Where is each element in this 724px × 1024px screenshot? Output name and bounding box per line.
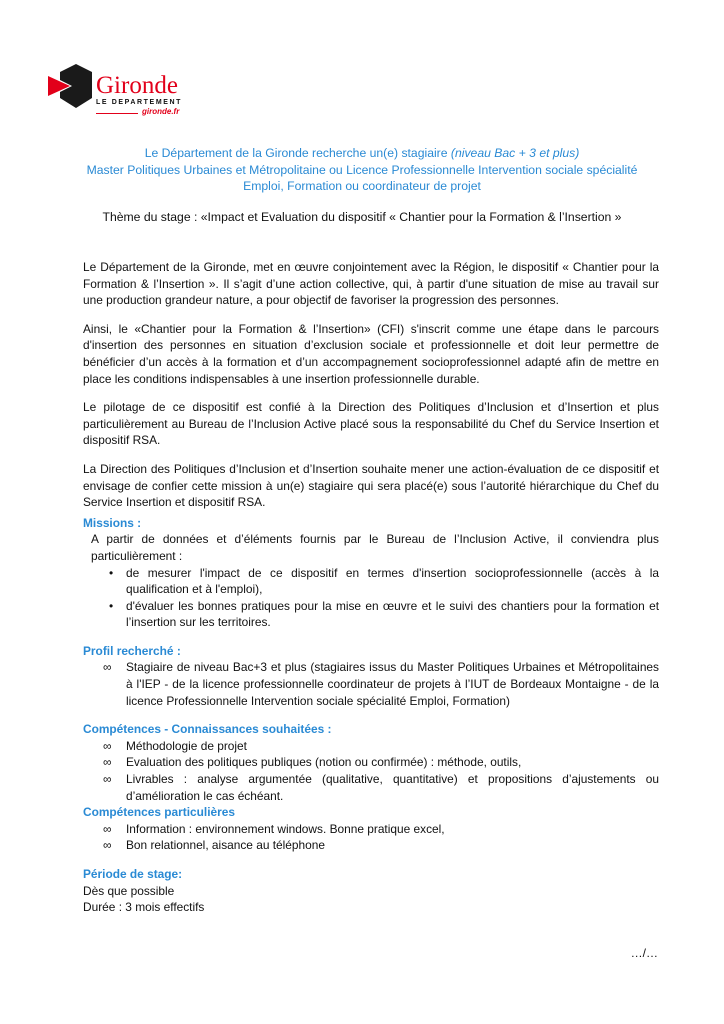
infinity-bullet-icon: ∞ (103, 660, 112, 675)
item-text: d'évaluer les bonnes pratiques pour la mise en œuvre et le suivi des chantiers pour la formation et l’insertion sur les territoires. (126, 598, 659, 630)
header-line3: Emploi, Formation ou coordinateur de projet (243, 179, 481, 193)
list-item (83, 837, 659, 854)
infinity-bullet-icon: ∞ (103, 821, 112, 836)
list-item (83, 598, 659, 631)
body (83, 259, 659, 916)
header-level: (niveau Bac + 3 et plus) (450, 146, 580, 160)
infinity-bullet-icon: ∞ (103, 738, 112, 753)
logo-name: Gironde (96, 72, 178, 99)
bullet-icon: • (109, 565, 114, 580)
gironde-logo (46, 62, 191, 120)
profil-heading: Profil recherché : (83, 643, 181, 658)
item-text: de mesurer l'impact de ce dispositif en termes d'insertion socioprofessionnelle (accès à la qualification et à l'emploi), (126, 565, 659, 597)
periode-duration: Durée : 3 mois effectifs (83, 900, 205, 915)
missions-heading: Missions : (83, 515, 142, 530)
paragraph: La Direction des Politiques d’Inclusion et d’Insertion souhaite mener une action-évaluation de ce dispositif et envisage de confier cette mission à un(e) stagiaire qui sera placé(e) sous l’autorité hiérarchique du Chef du Service Insertion et dispositif RSA. (83, 461, 659, 510)
infinity-bullet-icon: ∞ (103, 755, 112, 770)
particulieres-list (83, 821, 659, 854)
item-text: Evaluation des politiques publiques (notion ou confirmée) : méthode, outils, (126, 755, 522, 770)
continuation-mark: …/… (630, 946, 658, 960)
theme: Thème du stage : «Impact et Evaluation du dispositif « Chantier pour la Formation & l’Insertion » (102, 210, 622, 224)
logo-sub: LE DEPARTEMENT (96, 99, 183, 106)
header-line2: Master Politiques Urbaines et Métropolitaine ou Licence Professionnelle Intervention sociale spécialité (86, 162, 638, 177)
periode-heading: Période de stage: (83, 867, 183, 881)
logo-url: gironde.fr (142, 107, 180, 116)
list-item (83, 659, 659, 709)
missions-intro: A partir de données et d’éléments fournis par le Bureau de l’Inclusion Active, il conviendra plus particulièrement : (91, 532, 659, 563)
item-text: Livrables : analyse argumentée (qualitative, quantitative) et propositions d’ajustements ou d’amélioration le cas échéant. (126, 772, 659, 803)
periode-start: Dès que possible (83, 883, 175, 898)
paragraph: Le Département de la Gironde, met en œuvre conjointement avec la Région, le dispositif « Chantier pour la Formation & l’Insertion ». Il s’agit d’une action collective, qui, à partir d'une situation de mise au travail sur une production grandeur nature, a pour objectif de favoriser la progression des personnes. (83, 260, 659, 308)
item-text: Stagiaire de niveau Bac+3 et plus (stagiaires issus du Master Politiques Urbaines et Métropolitaines à l'IEP - de la licence professionnelle coordinateur de projets à l’IUT de Bordeaux Montaigne - de la licence Professionnelle Intervention sociale spécialité Emploi, Formation) (126, 660, 659, 708)
list-item (83, 738, 659, 755)
competences-list (83, 738, 659, 804)
item-text: Information : environnement windows. Bonne pratique excel, (126, 821, 445, 836)
missions-list (83, 565, 659, 631)
list-item (83, 821, 659, 838)
bullet-icon: • (109, 598, 114, 613)
particulieres-heading: Compétences particulières (83, 805, 235, 820)
paragraph: Le pilotage de ce dispositif est confié à la Direction des Politiques d’Inclusion et d’Insertion et plus particulièrement au Bureau de l’Inclusion Active placé sous la responsabilité du Chef du Service Insertion et dispositif RSA. (83, 400, 659, 448)
list-item (83, 754, 659, 771)
header (60, 145, 664, 195)
list-item (83, 565, 659, 598)
competences-heading: Compétences - Connaissances souhaitées : (83, 722, 332, 737)
list-item (83, 771, 659, 804)
infinity-bullet-icon: ∞ (103, 838, 112, 853)
header-line1: Le Département de la Gironde recherche un(e) stagiaire (144, 146, 451, 160)
item-text: Bon relationnel, aisance au téléphone (126, 838, 325, 853)
infinity-bullet-icon: ∞ (103, 772, 112, 787)
profil-list (83, 659, 659, 709)
item-text: Méthodologie de projet (126, 738, 247, 753)
paragraph: Ainsi, le «Chantier pour la Formation & l’Insertion» (CFI) s'inscrit comme une étape dans le parcours d'insertion des personnes en situation d’exclusion sociale et professionnelle et doit leur permettre de bénéficier d’un accès à la formation et d’un accompagnement socioprofessionnel adapté afin de mettre en place les conditions indispensables à une insertion professionnelle durable. (83, 321, 659, 386)
